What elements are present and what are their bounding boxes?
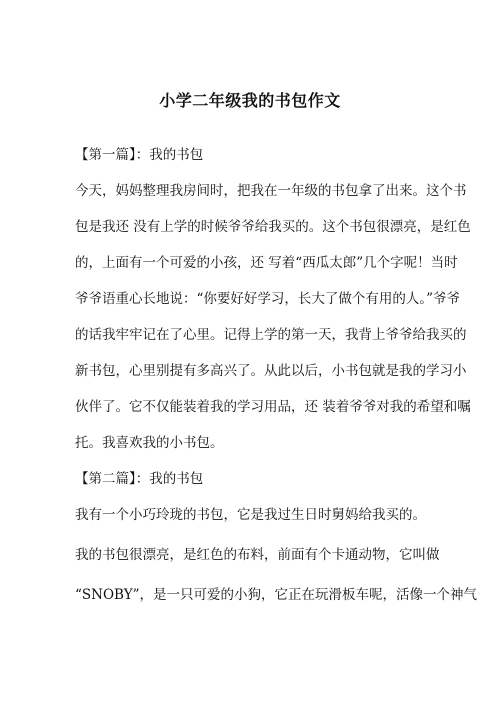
section-1-line-3: 的，上面有一个可爱的小孩，还 写着“西瓜太郎”几个字呢！当时 — [75, 255, 458, 271]
section-1-heading: 【第一篇】：我的书包 — [75, 147, 204, 163]
section-1-line-1: 今天，妈妈整理我房间时，把我在一年级的书包拿了出来。这个书 — [75, 183, 467, 199]
section-1-line-2: 包是我还 没有上学的时候爷爷给我买的。这个书包很漂亮，是红色 — [75, 219, 471, 235]
document-title: 小学二年级我的书包作文 — [159, 91, 341, 110]
section-1-line-6: 新书包，心里别提有多高兴了。从此以后，小书包就是我的学习小 — [75, 363, 467, 379]
section-2-line-3: “SNOBY”，是一只可爱的小狗，它正在玩滑板车呢，活像一个神气 — [75, 587, 478, 603]
section-2-line-2: 我的书包很漂亮，是红色的布料，前面有个卡通动物，它叫做 — [75, 547, 440, 563]
section-2-line-1: 我有一个小巧玲珑的书包，它是我过生日时舅妈给我买的。 — [75, 507, 426, 523]
section-2-heading: 【第二篇】：我的书包 — [75, 471, 204, 487]
section-1-line-5: 的话我牢牢记在了心里。记得上学的第一天，我背上爷爷给我买的 — [75, 327, 467, 343]
section-1-line-8: 托。我喜欢我的小书包。 — [75, 435, 224, 451]
section-1-line-4: 爷爷语重心长地说：“你要好好学习，长大了做个有用的人。”爷爷 — [75, 291, 461, 307]
section-1-line-7: 伙伴了。它不仅能装着我的学习用品，还 装着爷爷对我的希望和嘱 — [75, 399, 471, 415]
